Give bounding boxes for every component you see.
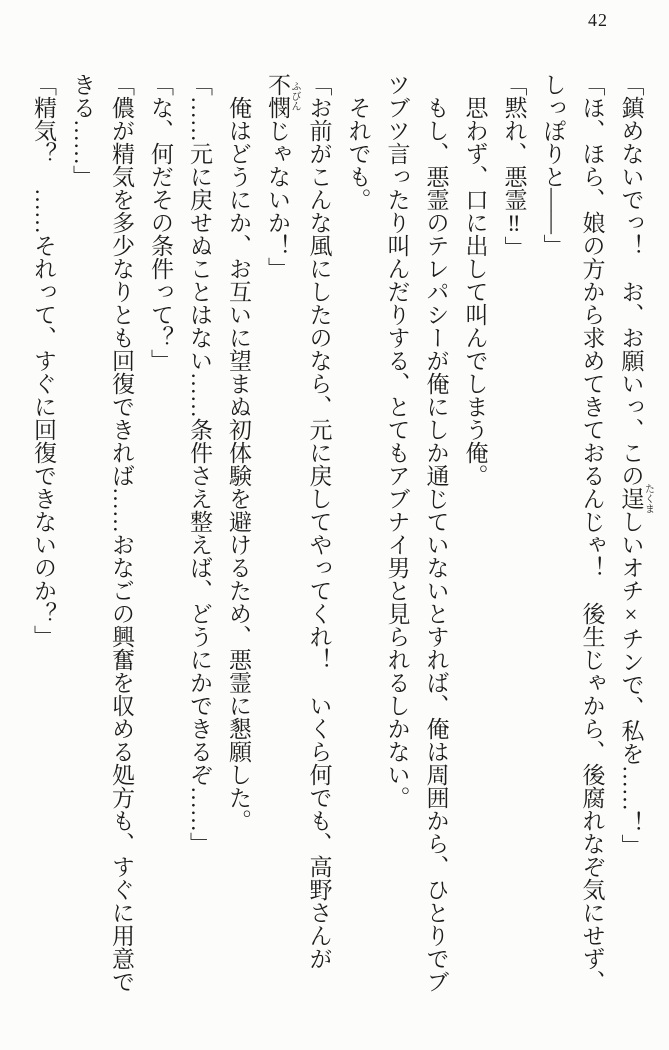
text-line: もし、悪霊のテレパシーが俺にしか通じていないとすれば、俺は周囲から、ひとりでブ: [423, 96, 449, 993]
text-line: 「……元に戻せぬことはない……条件さえ整えば、どうにかできるぞ……」: [187, 73, 212, 855]
text-line: 「お前がこんな風にしたのなら、元に戻してやってくれ！ いくら何でも、高野さんが: [306, 73, 332, 970]
page-text: [21, 73, 653, 995]
text-line: 不憫 ふびんじゃないか！」: [265, 73, 300, 280]
furigana: たくま: [642, 483, 654, 514]
text-line: きる……」: [70, 73, 95, 188]
text-line: しっぽりと――」: [540, 73, 566, 257]
text-line: 俺はどうにか、お互いに望まぬ初体験を避けるため、悪霊に懇願した。: [226, 96, 251, 832]
text-line: それでも。: [345, 96, 371, 211]
text-line: 「鎮めないでっ！ お、お願いっ、この逞 たくましいオチ×チンで、私を……！」: [618, 73, 654, 857]
ruby-annotated-word: 不憫 ふびん: [265, 73, 300, 119]
text-line: 「黙れ、悪霊‼」: [501, 73, 527, 259]
text-line: 「儂が精気を多少なりとも回復できれば……おなごの興奮を収める処方も、すぐに用意で: [109, 73, 134, 993]
text-line: 「ほ、ほら、娘の方から求めてきておるんじゃ！ 後生じゃから、後腐れなぞ気にせず、: [579, 73, 605, 993]
text-line: ツブツ言ったり叫んだりする、とてもアブナイ男と見られるしかない。: [384, 73, 410, 809]
ruby-annotated-word: 逞 たくま: [618, 483, 654, 514]
text-line: 「精気？ ……それって、すぐに回復できないのか？」: [31, 73, 56, 648]
text-line: 「な、何だその条件って？」: [148, 73, 173, 372]
furigana: ふびん: [289, 73, 300, 119]
page-number: 42: [588, 10, 608, 30]
text-line: 思わず、口に出して叫んでしまう俺。: [462, 96, 488, 487]
